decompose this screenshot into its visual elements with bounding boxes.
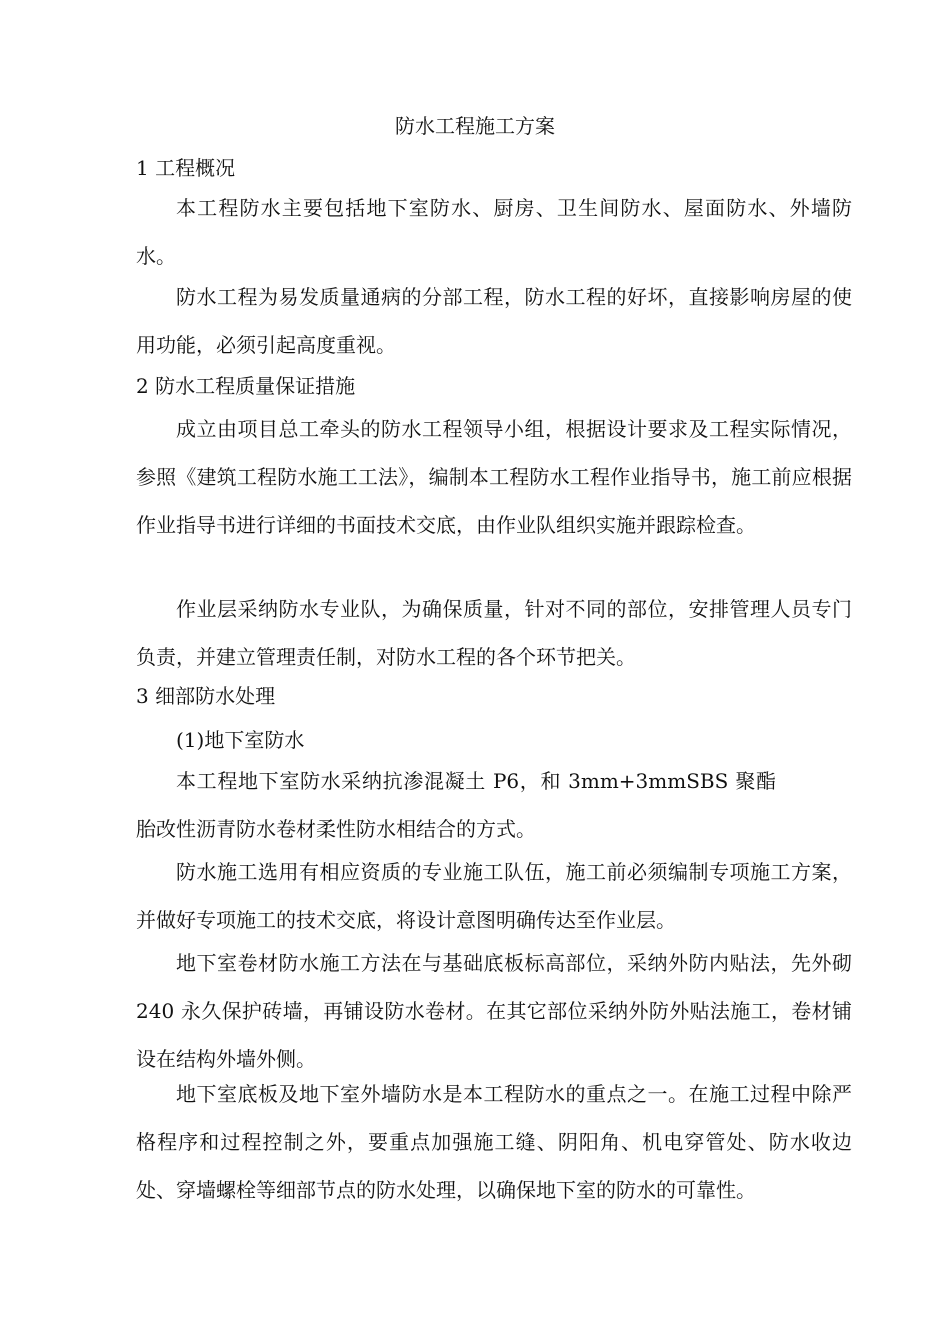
paragraph-quality-team: 成立由项目总工牵头的防水工程领导小组，根据设计要求及工程实际情况，参照《建筑工程防水施工工法》，编制本工程防水工程作业指导书，施工前应根据作业指导书进行详细的书面技术交底，由作业队组织实施并跟踪检查。 — [136, 417, 852, 537]
paragraph-basement-membrane: 地下室卷材防水施工方法在与基础底板标高部位，采纳外防内贴法，先外砌 240 永久保护砖墙，再铺设防水卷材。在其它部位采纳外防外贴法施工，卷材铺设在结构外墙外侧。 — [136, 951, 852, 1071]
paragraph-basement-key-points: 地下室底板及地下室外墙防水是本工程防水的重点之一。在施工过程中除严格程序和过程控制之外，要重点加强施工缝、阴阳角、机电穿管处、防水收边处、穿墙螺栓等细部节点的防水处理，以确保地下室的防水的可靠性。 — [136, 1082, 852, 1202]
section-heading-detail-waterproofing: 3 细部防水处理 — [136, 684, 276, 708]
paragraph-quality-crew: 作业层采纳防水专业队，为确保质量，针对不同的部位，安排管理人员专门负责，并建立管理责任制，对防水工程的各个环节把关。 — [136, 597, 852, 669]
paragraph-basement-method: 本工程地下室防水采纳抗渗混凝土 P6，和 3mm+3mmSBS 聚酯胎改性沥青防水卷材柔性防水相结合的方式。 — [136, 769, 776, 841]
subheading-basement-waterproofing: (1)地下室防水 — [176, 728, 305, 752]
paragraph-overview-importance: 防水工程为易发质量通病的分部工程，防水工程的好坏，直接影响房屋的使用功能，必须引起高度重视。 — [136, 285, 852, 357]
paragraph-overview-scope: 本工程防水主要包括地下室防水、厨房、卫生间防水、屋面防水、外墙防水。 — [136, 196, 852, 268]
section-heading-quality-measures: 2 防水工程质量保证措施 — [136, 374, 356, 398]
section-heading-overview: 1 工程概况 — [136, 156, 236, 180]
document-title: 防水工程施工方案 — [395, 114, 555, 138]
paragraph-basement-team: 防水施工选用有相应资质的专业施工队伍，施工前必须编制专项施工方案，并做好专项施工的技术交底，将设计意图明确传达至作业层。 — [136, 860, 852, 932]
